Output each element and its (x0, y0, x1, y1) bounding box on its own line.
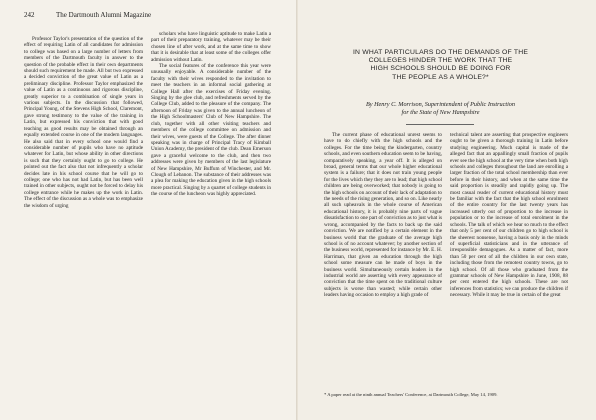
footnote: * A paper read at the ninth annual Teachers' Conference, at Dartmouth College, May 14, 1909. (324, 392, 498, 397)
paragraph: Professor Taylor's presentation of the question of the effect of requiring Latin of all candidates for admission to college was based on a large number of letters from members of the Dartmouth faculty in answer to the question of the probable effect in their own departments should such requirement be made. All but two expressed a decided conviction of the great value of Latin as a preliminary discipline. Professor Taylor emphasized the value of Latin as a continuous and rigorous discipline, greatly superior to a combination of single years in various subjects. In the discussion that followed, Principal Young, of the Stevens High School, Claremont, gave strong testimony to the value of the training in Latin, but expressed his conviction that with good teaching as good results may be obtained through an equally extended course in one of the modern languages. He also said that in every school one would find a considerable number of pupils who have no aptitude whatever for Latin, but whose ability in other directions is such that they certainly ought to go to college. He pointed out the fact also that not infrequently a scholar decides late in his school course that he will go to college; one who has not had Latin, but has been well trained in other subjects, ought not be forced to delay his college entrance while he makes up the work in Latin. The effect of the discussion as a whole was to emphasize the wisdom of urging (24, 36, 143, 209)
article-byline (318, 101, 563, 117)
byline-line: By Henry C. Morrison, Superintendent of Public Instruction (366, 101, 515, 108)
title-line: THE PEOPLE AS A WHOLE?* (392, 73, 489, 81)
title-line: HIGH SCHOOLS SHOULD BE DOING FOR (370, 65, 511, 73)
text-column-left-1 (24, 36, 143, 348)
paragraph: scholars who have linguistic aptitude to make Latin a part of their preparatory training, whatever may be their chosen line of after work, and at the same time to show that it is desirable that at least some of the colleges offer admission without Latin. (151, 31, 271, 63)
magazine-title: The Dartmouth Alumni Magazine (56, 11, 152, 19)
paragraph: technical talent are asserting that prospective engineers ought to be given a thorough training in Latin before studying engineering. Much capital is made of the alleged fact that an appallingly small fraction of pupils ever see the high school at the very time when both high schools and colleges throughout the land are enrolling a larger fraction of the total school membership than ever before in their history, and when at the same time the said proportion is steadily and rapidly going up. The most casual reader of current educational history must be familiar with the fact that the high school enrolment of the entire country for the last twenty years has increased utterly out of proportion to the increase in population or to the increase of total enrolment in the schools. The talk of which we hear so much to the effect that only 5 per cent of our children go to high school is the sheerest nonsense, having a basis only in the minds of superficial statisticians and in the utterance of irresponsible demagogues. As a matter of fact, more than 50 per cent of all the children in our own state, including those from the remotest country towns, go to high school. Of all those who graduated from the grammar schools of New Hampshire in June, 1908, 88 per cent entered the high schools. These are not inferences from statistics; we can produce the children if necessary. While it may be true in certain of the great (450, 132, 568, 299)
byline-line: for the State of New Hampshire (401, 109, 480, 116)
title-line: IN WHAT PARTICULARS DO THE DEMANDS OF THE (352, 49, 529, 56)
paragraph: The current phase of educational unrest seems to have to do chiefly with the high schools and the colleges. For the time being the kindergarten, country schools, and even southern education seem to be having, comparatively speaking, a year off. It is alleged on broad, general terms that our whole higher educational system is a failure; that it does not train young people for the lives which they they are to lead; that high school children are being overworked; that nobody is going to the high schools on account of their lack of adaptation to the needs of the rising generation, and so on. Like nearly all such upheavals in the whole course of American educational history, it is probably nine parts of vague dissatisfaction to one part of conviction as to just what is wrong, accompanied by the facts to back up the said conviction. We are notified by a certain element in the business world that the graduate of the average high school is of no account whatever; by another section of the business world, represented for instance by Mr. E. H. Harriman, that given an education through the high school some measure can be made of boys in the business world. Simultaneously certain leaders in the industrial world are asserting with every appearance of conviction that the time spent on the traditional culture subjects is worse than wasted; while certain other leaders having occasion to employ a high grade of (324, 132, 442, 299)
text-column-right-1 (324, 132, 442, 376)
title-line: COLLEGES HINDER THE WORK THAT THE (368, 57, 513, 65)
paragraph: The social features of the conference this year were unusually enjoyable. A considerable number of the faculty with their wives responded to the invitation to meet the teachers in an informal social gathering at College Hall after the exercises of Friday evening. Singing by the glee club, and refreshments served by the College Club, added to the pleasure of the company. The afternoon of Friday was given to the annual luncheon of the High Schoolmasters' Club of New Hampshire. The club, together with all other visiting teachers and members of the college committee on admission and their wives, were guests of the College. The after dinner speaking was in charge of Principal Tracy of Kimball Union Academy, the president of the club. Dean Emerson gave a graceful welcome to the club, and then two addresses were given by members of the last legislature of New Hampshire, Mr Buffum of Winchester, and Mr. Clough of Lebanon. The substance of their addresses was a plea for making the education given in the high schools more practical. Singing by a quartet of college students in the course of the luncheon was highly appreciated. (151, 63, 271, 198)
text-column-left-2 (151, 31, 271, 348)
text-column-right-2 (450, 132, 568, 376)
article-title (318, 49, 563, 82)
page-number: 242 (24, 11, 35, 19)
title-divider (406, 124, 474, 125)
